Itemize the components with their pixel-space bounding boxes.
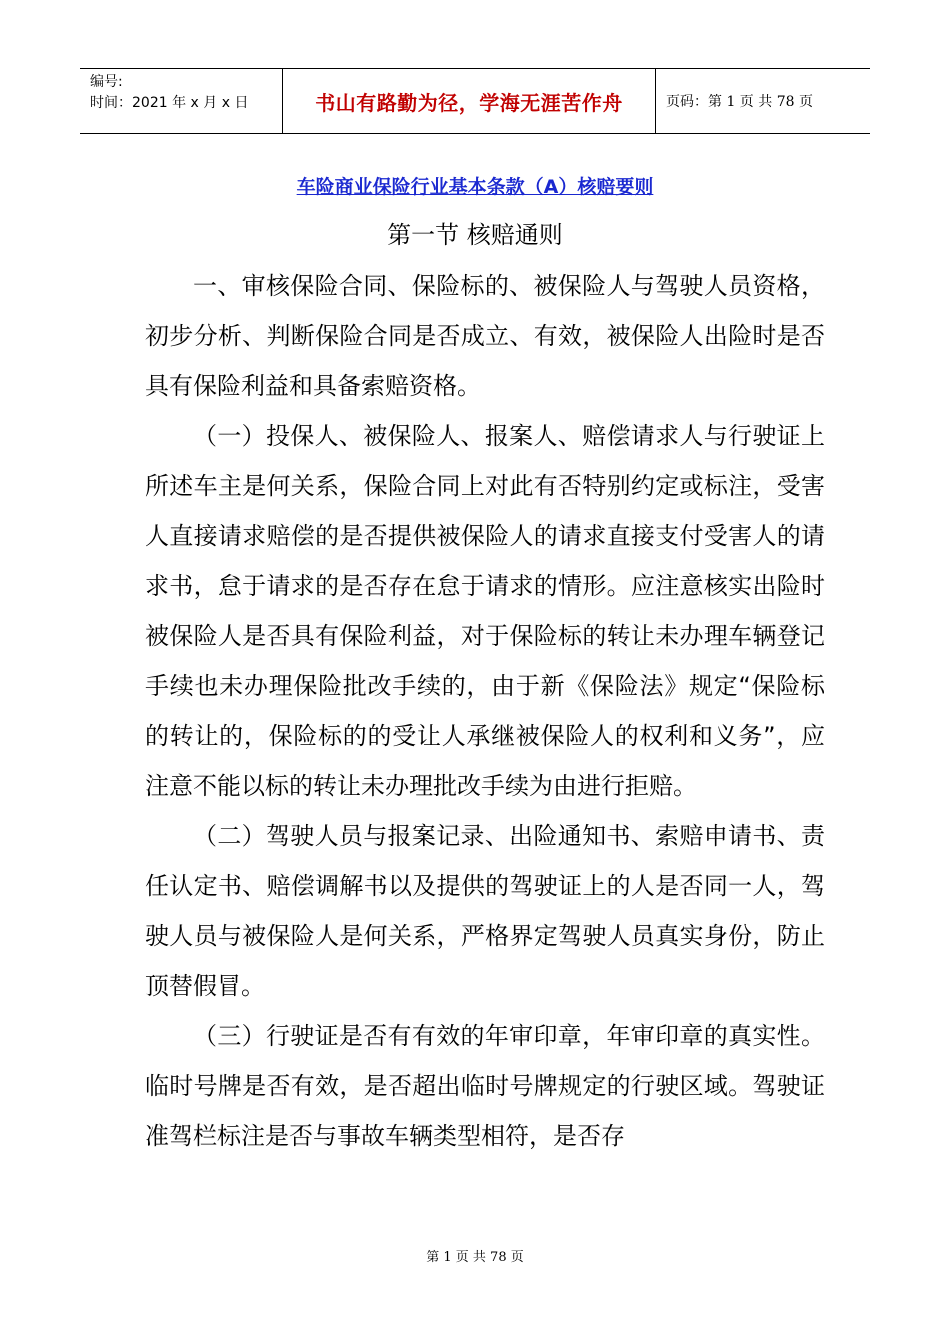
paragraph-1: 一、审核保险合同、保险标的、被保险人与驾驶人员资格，初步分析、判断保险合同是否成立、有效，被保险人出险时是否具有保险利益和具备索赔资格。 [145,272,825,400]
header-page-info: 页码：第 1 页 共 78 页 [666,94,813,110]
section-title: 第一节 核赔通则 [387,221,563,249]
paragraph-2: （一）投保人、被保险人、报案人、赔偿请求人与行驶证上所述车主是何关系，保险合同上对此有否特别约定或标注，受害人直接请求赔偿的是否提供被保险人的请求直接支付受害人的请求书，怠于请求的是否存在怠于请求的情形。应注意核实出险时被保险人是否具有保险利益，对于保险标的转让未办理车辆登记手续也未办理保险批改手续的，由于新《保险法》规定“保险标的转让的，保险标的的受让人承继被保险人的权利和义务”，应注意不能以标的转让未办理批改手续为由进行拒赔。 [145,422,825,800]
date-label: 时间：2021 年 x 月 x 日 [90,95,249,111]
document-title-link[interactable]: 车险商业保险行业基本条款（A）核赔要则 [296,176,654,198]
header-meta [80,69,282,133]
paragraph-4: （三）行驶证是否有有效的年审印章，年审印章的真实性。临时号牌是否有效，是否超出临时号牌规定的行驶区域。驾驶证准驾栏标注是否与事故车辆类型相符，是否存 [145,1022,825,1150]
paragraph-3: （二）驾驶人员与报案记录、出险通知书、索赔申请书、责任认定书、赔偿调解书以及提供的驾驶证上的人是否同一人，驾驶人员与被保险人是何关系，严格界定驾驶人员真实身份，防止顶替假冒。 [145,822,825,1000]
code-label: 编号: [90,74,123,90]
document-title[interactable] [0,172,950,199]
page-header [80,68,870,134]
header-motto: 书山有路勤为径，学海无涯苦作舟 [282,69,656,133]
page-footer: 第 1 页 共 78 页 [426,1250,524,1265]
document-body [145,261,825,1161]
